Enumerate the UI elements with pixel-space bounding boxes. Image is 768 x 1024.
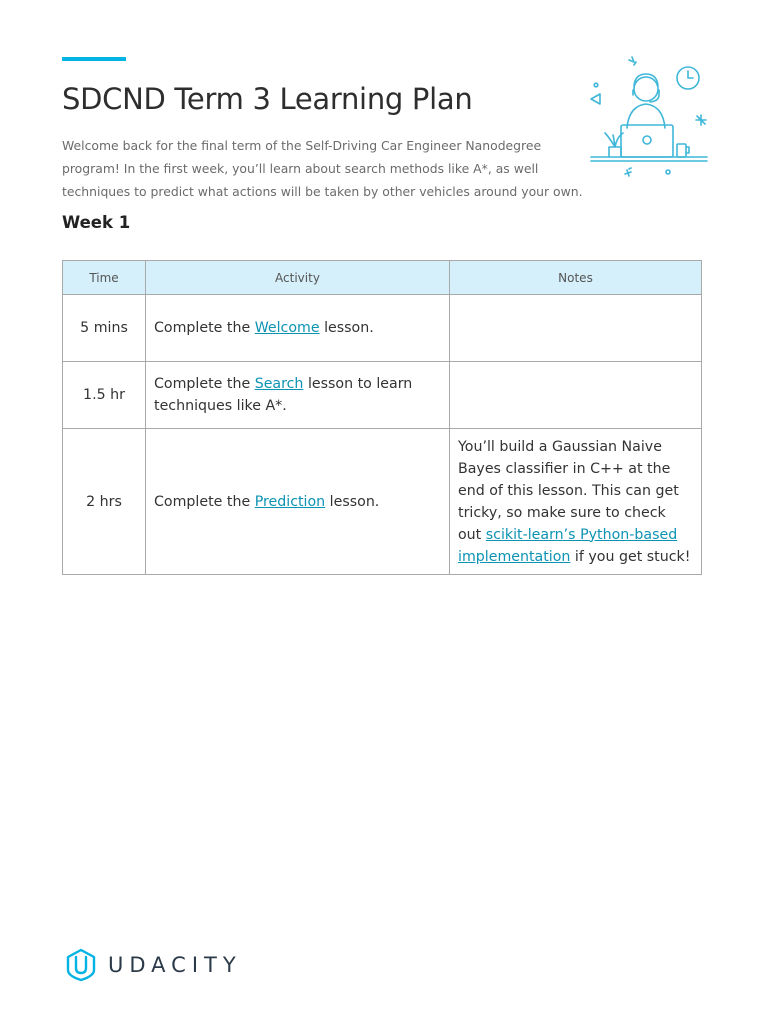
activity-cell [146, 295, 450, 362]
activity-text: lesson. [319, 320, 374, 336]
search-lesson-link[interactable]: Search [254, 376, 304, 392]
table-row [63, 295, 702, 362]
learning-plan-table [62, 260, 702, 575]
notes-cell [450, 362, 702, 429]
intro-line: techniques to predict what actions will be taken by other vehicles around your own. [62, 184, 583, 199]
notes-text: You’ll build a Gaussian Naive Bayes classifier in C++ at the end of this lesson. This can get tricky, so make sure to check out [458, 438, 679, 543]
accent-bar [62, 57, 126, 61]
table-row [63, 429, 702, 575]
notes-cell [450, 295, 702, 362]
intro-paragraph [62, 134, 583, 203]
activity-cell [146, 429, 450, 575]
time-cell: 1.5 hr [63, 362, 146, 429]
header-notes: Notes [450, 261, 702, 295]
table-header-row [63, 261, 702, 295]
intro-line: Welcome back for the final term of the Self-Driving Car Engineer Nanodegree [62, 138, 542, 153]
activity-cell [146, 362, 450, 429]
time-cell: 5 mins [63, 295, 146, 362]
intro-line: program! In the first week, you’ll learn about search methods like A*, as well [62, 161, 539, 176]
week-heading: Week 1 [62, 213, 131, 232]
logo-wordmark: UDACITY [108, 953, 242, 977]
person-at-laptop-illustration [583, 50, 713, 185]
time-cell: 2 hrs [63, 429, 146, 575]
prediction-lesson-link[interactable]: Prediction [254, 493, 326, 510]
activity-text: Complete the [154, 493, 255, 510]
table-row [63, 362, 702, 429]
activity-text: Complete the [154, 376, 255, 392]
notes-cell [450, 429, 702, 575]
activity-text: lesson to learn techniques like A*. [154, 376, 413, 414]
page-title: SDCND Term 3 Learning Plan [62, 82, 473, 116]
activity-text: Complete the [154, 320, 255, 336]
welcome-lesson-link[interactable]: Welcome [254, 320, 320, 336]
header-activity: Activity [146, 261, 450, 295]
udacity-logo [66, 948, 242, 982]
scikit-learn-link[interactable]: scikit-learn’s Python-based implementation [458, 526, 678, 565]
udacity-u-logo-icon [66, 948, 96, 982]
notes-text: if you get stuck! [570, 548, 691, 565]
activity-text: lesson. [325, 493, 380, 510]
header-time: Time [63, 261, 146, 295]
